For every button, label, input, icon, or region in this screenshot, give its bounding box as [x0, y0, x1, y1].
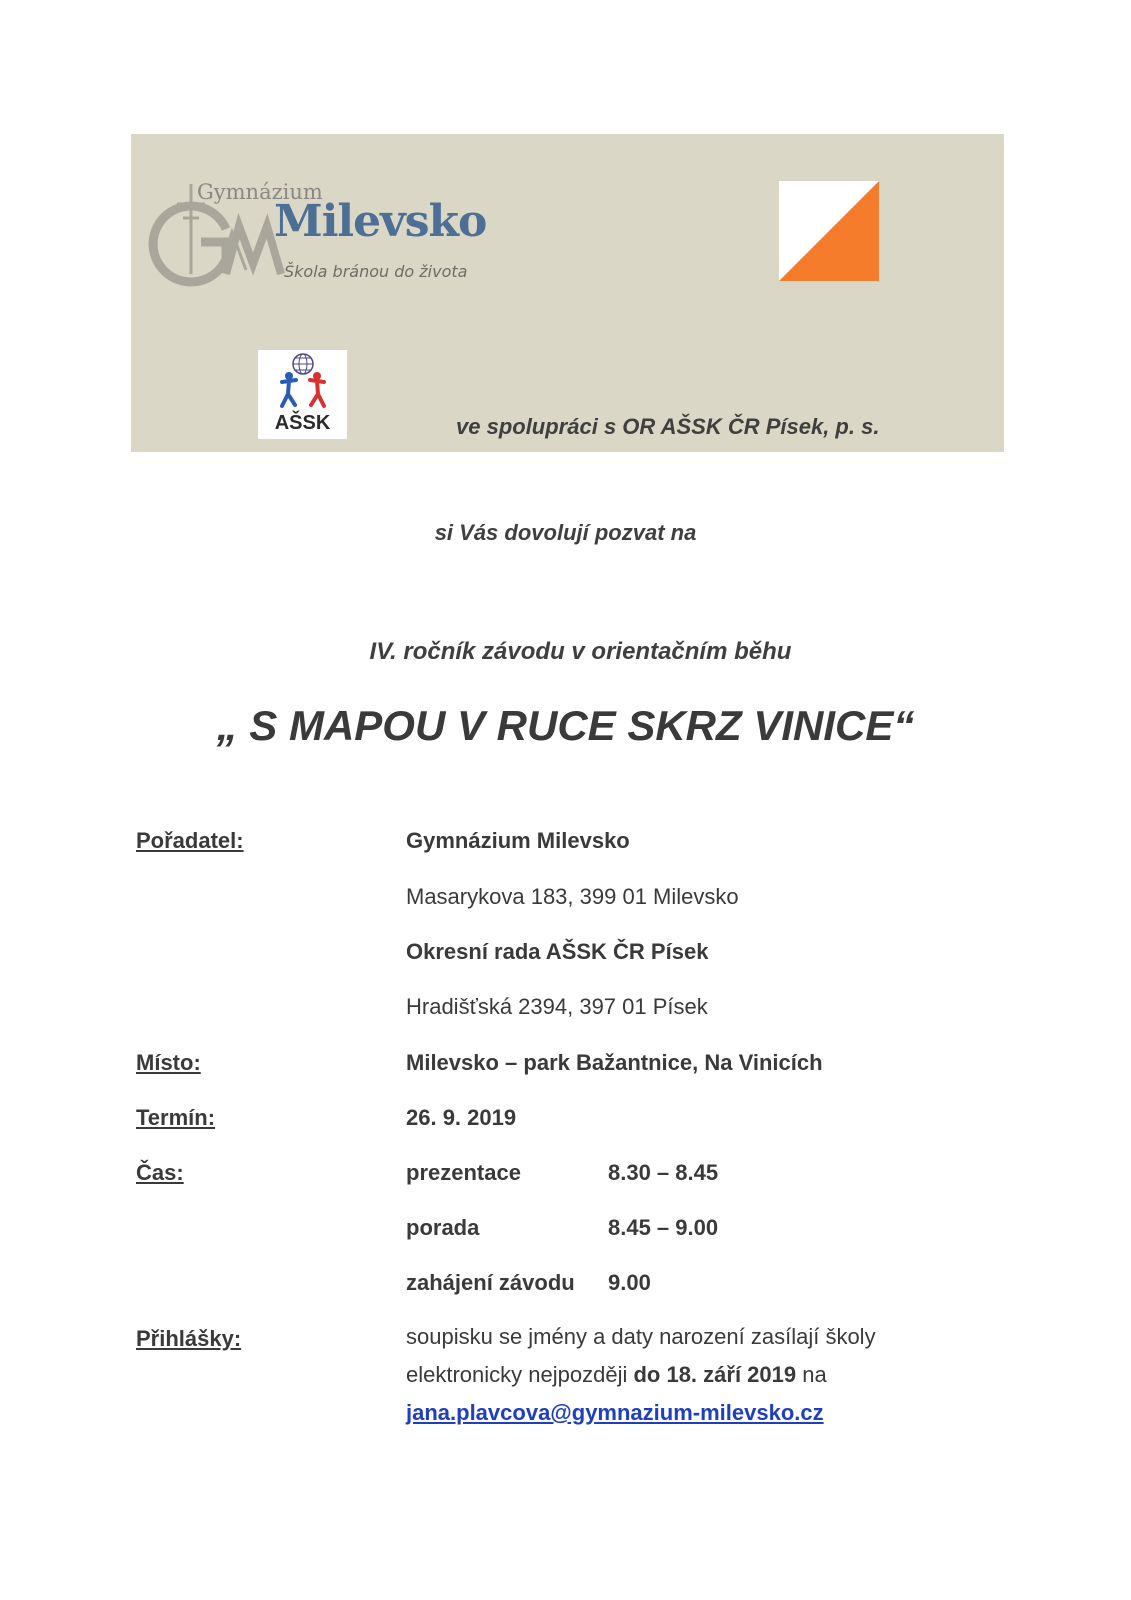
date-value: 26. 9. 2019: [406, 1105, 517, 1130]
invite-text: si Vás dovolují pozvat na: [434, 520, 697, 545]
school-small-label: Gymnázium: [197, 180, 323, 204]
organizer-label: Pořadatel:: [136, 828, 244, 853]
applications-line-2: [406, 1356, 966, 1394]
applications-label: Přihlášky:: [136, 1326, 242, 1351]
school-motto: Škola bránou do života: [284, 262, 468, 281]
applications-text: [406, 1318, 966, 1432]
applications-deadline: do 18. září 2019: [633, 1362, 797, 1387]
date-label: Termín:: [136, 1105, 216, 1130]
assk-label: AŠSK: [274, 412, 331, 434]
organizer-line-4: Hradišťská 2394, 397 01 Písek: [406, 994, 708, 1019]
time-row-value: 8.30 – 8.45: [608, 1160, 719, 1185]
edition-text: IV. ročník závodu v orientačním běhu: [369, 638, 792, 665]
time-row-name: zahájení závodu: [406, 1270, 575, 1295]
applications-line-2-post: na: [796, 1362, 827, 1387]
time-row-value: 9.00: [608, 1270, 651, 1295]
time-label: Čas:: [136, 1160, 184, 1185]
organizer-line-2: Masarykova 183, 399 01 Milevsko: [406, 884, 739, 909]
time-row-value: 8.45 – 9.00: [608, 1215, 719, 1240]
orienteering-flag-icon: [779, 181, 879, 281]
time-row-name: prezentace: [406, 1160, 521, 1185]
contact-email-link[interactable]: jana.plavcova@gymnazium-milevsko.cz: [406, 1400, 824, 1425]
cooperation-text: ve spolupráci s OR AŠSK ČR Písek, p. s.: [456, 414, 880, 439]
event-title: „ S MAPOU V RUCE SKRZ VINICE“: [216, 702, 915, 749]
organizer-line-3: Okresní rada AŠSK ČR Písek: [406, 939, 709, 964]
school-name: Milevsko: [274, 196, 487, 247]
time-row-name: porada: [406, 1215, 480, 1240]
applications-line-1: soupisku se jmény a daty narození zasílají školy: [406, 1324, 876, 1349]
assk-figures-icon: [258, 350, 347, 412]
place-label: Místo:: [136, 1050, 201, 1075]
assk-logo: [258, 350, 347, 439]
organizer-line-1: Gymnázium Milevsko: [406, 828, 630, 853]
place-value: Milevsko – park Bažantnice, Na Vinicích: [406, 1050, 823, 1075]
header-banner: [131, 134, 1004, 452]
applications-line-2-pre: elektronicky nejpozději: [406, 1362, 634, 1387]
